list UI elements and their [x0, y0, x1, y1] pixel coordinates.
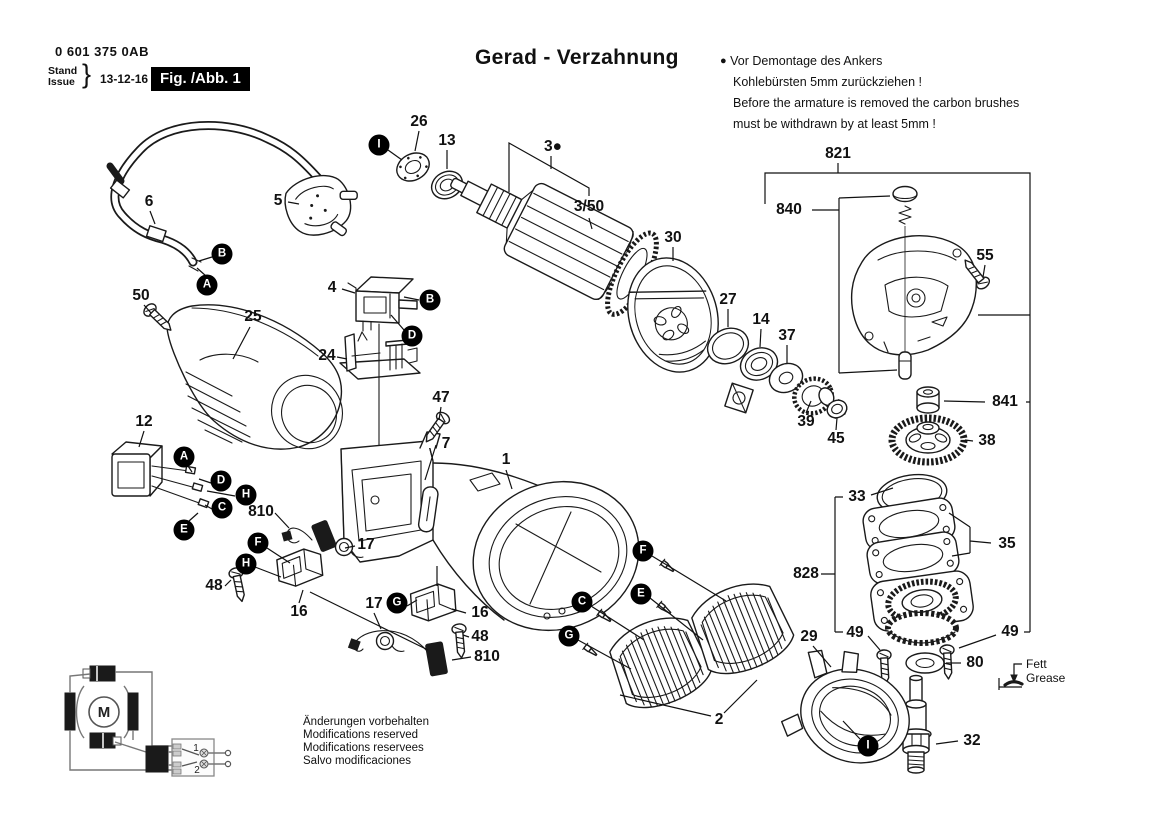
- modifications-line: Änderungen vorbehalten: [303, 716, 429, 728]
- part-label-828: 828: [793, 565, 819, 582]
- part-label-27: 27: [719, 291, 737, 308]
- part-label-821: 821: [825, 145, 851, 162]
- slide-block: [725, 383, 753, 413]
- notice-de-line1: Vor Demontage des Ankers: [730, 54, 883, 68]
- part-label-48-lower: 48: [471, 628, 489, 645]
- modifications-line: Salvo modificaciones: [303, 755, 412, 767]
- callout-c-15: C: [572, 592, 593, 613]
- geared-ring: [888, 613, 956, 643]
- part-label-7: 7: [441, 435, 451, 452]
- washer-80: [906, 653, 944, 673]
- seal-26: [392, 148, 434, 187]
- callout-i-17: I: [858, 736, 879, 757]
- figure-number-box: Fig. /Abb. 1: [151, 67, 250, 91]
- grease-label-en: Grease: [1026, 671, 1066, 685]
- callout-b-3: B: [420, 290, 441, 311]
- part-label-35: 35: [998, 535, 1016, 552]
- callout-i-0: I: [369, 135, 390, 156]
- stand-issue-label: [48, 66, 77, 88]
- part-label-4: 4: [327, 279, 337, 296]
- part-label-17-lower: 17: [365, 595, 383, 612]
- part-label-30: 30: [664, 229, 682, 246]
- part-label-6: 6: [144, 193, 154, 210]
- brush-holder-16-upper: [276, 547, 324, 587]
- callout-a-5: A: [174, 447, 195, 468]
- part-label-16-lower: 16: [471, 604, 489, 621]
- part-label-39: 39: [797, 413, 815, 430]
- callout-b-1: B: [212, 244, 233, 265]
- part-label-48-upper: 48: [205, 577, 223, 594]
- part-label-3-50: 3/50: [573, 198, 605, 215]
- part-label-37: 37: [778, 327, 796, 344]
- callout-g-16: G: [559, 626, 580, 647]
- callout-d-4: D: [402, 326, 423, 347]
- issue-date: 13-12-16: [100, 72, 149, 86]
- part-label-24: 24: [318, 347, 336, 364]
- part-label-17-upper: 17: [357, 536, 375, 553]
- modifications-line: Modifications reserved: [303, 729, 419, 741]
- issue-label: Issue: [48, 76, 75, 88]
- callout-e-9: E: [174, 520, 195, 541]
- part-label-13: 13: [438, 132, 456, 149]
- schematic-motor-label: M: [97, 704, 111, 721]
- part-label-49-left: 49: [846, 624, 864, 641]
- bullet-icon: ●: [720, 55, 727, 67]
- spring-17-lower: [377, 633, 405, 652]
- part-label-38: 38: [978, 432, 996, 449]
- part-label-810-lower: 810: [474, 648, 500, 665]
- callout-a-2: A: [197, 275, 218, 296]
- schematic-contact-2: 2: [194, 765, 200, 776]
- part-label-840: 840: [776, 201, 802, 218]
- notice-de: [720, 51, 1050, 93]
- part-label-14: 14: [752, 311, 770, 328]
- callout-g-12: G: [387, 593, 408, 614]
- mains-plug: [280, 167, 367, 248]
- part-label-33: 33: [848, 488, 866, 505]
- page-title: Gerad - Verzahnung: [475, 46, 679, 69]
- part-label-25: 25: [244, 308, 262, 325]
- grease-label-de: Fett: [1026, 657, 1047, 671]
- part-label-16-upper: 16: [290, 603, 308, 620]
- callout-f-13: F: [633, 541, 654, 562]
- part-label-2: 2: [714, 711, 724, 728]
- part-label-80: 80: [966, 654, 984, 671]
- motor-housing-cap: [167, 305, 354, 461]
- modifications-note: [303, 716, 429, 768]
- service-notice: [720, 51, 1050, 135]
- gear-head-housing: [852, 236, 977, 355]
- part-label-810-upper: 810: [248, 503, 274, 520]
- callout-h-11: H: [236, 554, 257, 575]
- brush-810-lower: [349, 631, 448, 677]
- callout-d-6: D: [211, 471, 232, 492]
- switch: [348, 277, 417, 331]
- callout-e-14: E: [631, 584, 652, 605]
- schematic-contact-1: 1: [193, 743, 199, 754]
- stand-label: Stand: [48, 65, 78, 77]
- callout-c-8: C: [212, 498, 233, 519]
- document-part-number: 0 601 375 0AB: [55, 44, 149, 59]
- callout-f-10: F: [248, 533, 269, 554]
- part-label-49-right: 49: [1001, 623, 1019, 640]
- terminal-screw-f: [660, 559, 676, 574]
- part-label-32: 32: [963, 732, 981, 749]
- brush-holder-16-lower: [410, 583, 456, 622]
- bushing-841: [917, 387, 939, 413]
- guard-holder-29: [776, 638, 926, 777]
- part-label-841: 841: [992, 393, 1018, 410]
- notice-en-line1: Before the armature is removed the carbon brushes: [733, 96, 1020, 110]
- part-label-26: 26: [410, 113, 428, 130]
- screw-48-lower: [452, 623, 469, 658]
- notice-de-line2: Kohlebürsten 5mm zurückziehen !: [733, 75, 922, 89]
- part-label-45: 45: [827, 430, 845, 447]
- part-label-55: 55: [976, 247, 994, 264]
- part-label-3: 3●: [544, 138, 562, 155]
- modifications-line: Modifications reservees: [303, 742, 424, 754]
- wiring-schematic: [65, 666, 231, 776]
- part-label-5: 5: [273, 192, 283, 209]
- notice-en-line2: must be withdrawn by at least 5mm !: [733, 117, 936, 131]
- part-label-1: 1: [501, 451, 511, 468]
- part-label-12: 12: [135, 413, 153, 430]
- notice-en: [720, 93, 1050, 135]
- part-label-47: 47: [432, 389, 450, 406]
- crown-gear-38: [892, 418, 964, 462]
- part-label-50: 50: [132, 287, 150, 304]
- terminal-block: [112, 442, 209, 508]
- callout-h-7: H: [236, 485, 257, 506]
- part-label-29: 29: [800, 628, 818, 645]
- brace-glyph: }: [82, 59, 92, 89]
- brush-810-upper: [282, 520, 337, 552]
